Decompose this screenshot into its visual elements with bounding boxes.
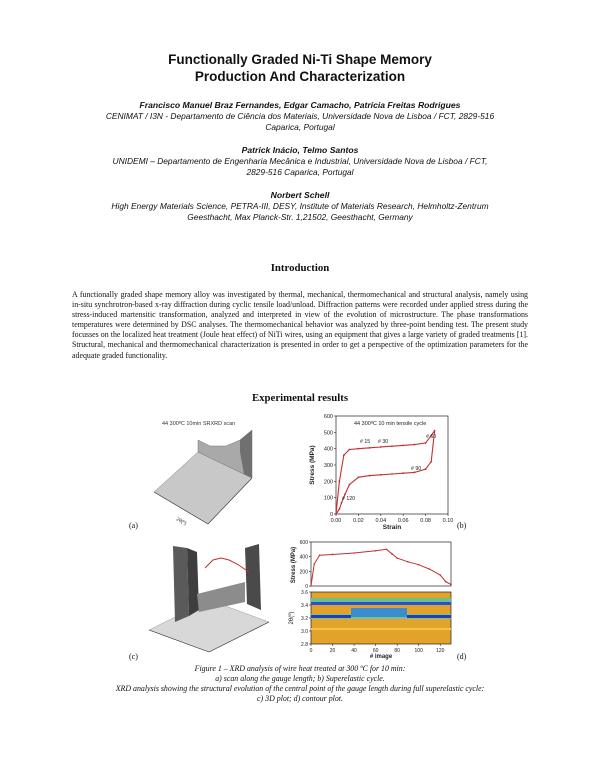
figure-d-top-ytick-label: 200 bbox=[299, 569, 308, 576]
figure-b-data-point bbox=[369, 447, 371, 449]
caption-line-4: c) 3D plot; d) contour plot. bbox=[257, 694, 343, 703]
figure-a-title: 44 300ºC 10min SRXRD scan bbox=[162, 421, 236, 427]
figure-b-data-point bbox=[349, 449, 351, 451]
figure-d-xlabel: # image bbox=[369, 654, 393, 660]
figure-b-data-point bbox=[369, 475, 371, 477]
panel-label-b: (b) bbox=[457, 521, 467, 530]
figure-b-xtick-label: 0.08 bbox=[420, 518, 431, 524]
figure-b-data-point bbox=[338, 480, 340, 482]
figure-d-band-lower-core-left bbox=[311, 615, 351, 618]
figure-d-top-ylabel: Stress (MPa) bbox=[291, 546, 297, 584]
figure-b-ylabel: Stress (MPa) bbox=[309, 445, 316, 485]
figure-d-ytick-label: 3.6 bbox=[301, 590, 308, 596]
figure-d-data-point bbox=[429, 568, 431, 570]
caption-line-3: XRD analysis showing the structural evolution of the central point of the gauge length during full superelastic cycle: bbox=[115, 684, 485, 693]
figure-b-data-point bbox=[358, 476, 360, 478]
affiliation-1 bbox=[0, 111, 600, 133]
figure-d-data-point bbox=[418, 564, 420, 566]
figure-b-xlabel: Strain bbox=[382, 524, 402, 531]
figure-b-ytick-label: 0 bbox=[329, 512, 333, 518]
figure-d-ytick-label: 3.2 bbox=[301, 616, 308, 622]
figure-c-left-wall bbox=[173, 546, 189, 622]
figure-b-ytick-label: 500 bbox=[323, 430, 333, 437]
figure-b-tensile-cycle bbox=[296, 410, 454, 532]
figure-b-xtick-label: 0.00 bbox=[330, 518, 342, 524]
figure-d-xtick-label: 100 bbox=[414, 648, 423, 654]
figure-b-xtick-label: 0.06 bbox=[397, 518, 409, 524]
figure-d-data-point bbox=[353, 552, 355, 554]
authors-group-1: Francisco Manuel Braz Fernandes, Edgar Camacho, Patrícia Freitas Rodrigues bbox=[139, 100, 461, 110]
figure-d-xtick-label: 80 bbox=[394, 648, 400, 654]
affiliation-3-line-2: Geesthacht, Max Planck-Str. 1,21502, Geesthacht, Germany bbox=[187, 212, 413, 222]
paper-title bbox=[0, 51, 600, 85]
figure-b-annotation-120: # 120 bbox=[342, 496, 355, 502]
authors-group-3: Norbert Schell bbox=[270, 190, 330, 200]
figure-d-xtick-label: 60 bbox=[372, 648, 379, 654]
figure-b-data-point bbox=[391, 473, 393, 475]
title-line-1: Functionally Graded Ni-Ti Shape Memory bbox=[168, 52, 432, 67]
figure-d-ytick-label: 3.0 bbox=[301, 629, 308, 635]
figure-d-band-lower-core-right bbox=[407, 615, 451, 618]
figure-b-data-point bbox=[391, 445, 393, 447]
figure-b-data-point bbox=[402, 472, 404, 474]
figure-d-data-point bbox=[396, 557, 398, 559]
panel-label-d: (d) bbox=[457, 652, 467, 661]
affiliation-3-line-1: High Energy Materials Science, PETRA-III, DESY, Institute of Materials Research, Helmholtz-Zentrum bbox=[111, 201, 489, 211]
figure-d-data-point bbox=[319, 554, 321, 556]
figure-b-data-point bbox=[335, 513, 337, 515]
figure-b-ytick-label: 200 bbox=[323, 479, 333, 486]
figure-b-data-point bbox=[380, 474, 382, 476]
figure-d-ylabel: 2θ(º) bbox=[289, 611, 295, 625]
figure-d-top-ytick-label: 0 bbox=[305, 584, 308, 590]
caption-line-2: a) scan along the gauge length; b) Superelastic cycle. bbox=[215, 674, 385, 683]
figure-b-data-point bbox=[358, 448, 360, 450]
figure-d-data-point bbox=[375, 550, 377, 552]
affiliation-1-line-1: CENIMAT / I3N - Departamento de Ciência dos Materiais, Universidade Nova de Lisboa / FCT, 2829-516 bbox=[105, 111, 495, 121]
figure-d-data-point bbox=[450, 584, 452, 586]
figure-b-data-point bbox=[343, 454, 345, 456]
figure-b-annotation-30: # 30 bbox=[378, 439, 389, 445]
figure-c-right-wall bbox=[245, 544, 261, 610]
authors-group-2: Patrick Inácio, Telmo Santos bbox=[241, 145, 359, 155]
figure-b-data-point bbox=[430, 461, 432, 463]
figure-b-annotation-60: # 60 bbox=[426, 434, 437, 440]
figure-d-ytick-label: 2.8 bbox=[301, 642, 308, 648]
figure-a-3d-scan bbox=[148, 412, 286, 530]
panel-label-a: (a) bbox=[129, 521, 138, 530]
figure-b-annotation-90: # 90 bbox=[411, 466, 422, 472]
figure-c-3d-plot bbox=[145, 538, 275, 656]
figure-d-data-point bbox=[407, 561, 409, 563]
figure-d-top-ytick-label: 400 bbox=[299, 554, 308, 561]
panel-label-c: (c) bbox=[129, 652, 138, 661]
figure-b-data-point bbox=[402, 445, 404, 447]
figure-b-data-point bbox=[414, 444, 416, 446]
figure-d-data-point bbox=[310, 585, 312, 587]
figure-caption bbox=[0, 664, 600, 704]
figure-b-data-point bbox=[434, 430, 436, 432]
figure-d-band-upper-core bbox=[311, 602, 451, 605]
figure-d-contour-plot bbox=[283, 538, 457, 660]
figure-d-xtick-label: 40 bbox=[351, 648, 357, 654]
figure-d-data-point bbox=[313, 563, 315, 565]
figure-d-data-point bbox=[445, 581, 447, 583]
figure-b-title: 44 300ºC 10 min tensile cycle bbox=[354, 421, 427, 427]
results-heading: Experimental results bbox=[251, 392, 349, 404]
figure-b-data-point bbox=[425, 442, 427, 444]
figure-b-ytick-label: 300 bbox=[323, 463, 333, 469]
figure-b-ytick-label: 400 bbox=[323, 446, 333, 453]
figure-d-band-minor bbox=[311, 628, 451, 630]
figure-d-ytick-label: 3.4 bbox=[301, 603, 308, 609]
figure-d-data-point bbox=[439, 574, 441, 576]
figure-d-data-point bbox=[386, 549, 388, 551]
figure-d-xtick-label: 0 bbox=[309, 648, 313, 654]
figure-b-data-point bbox=[380, 446, 382, 448]
figure-b-xtick-label: 0.04 bbox=[375, 518, 387, 524]
affiliation-2 bbox=[0, 156, 600, 178]
figure-c-left-wall-side bbox=[187, 548, 199, 616]
figure-b-xtick-label: 0.02 bbox=[353, 518, 364, 524]
affiliation-3 bbox=[0, 201, 600, 223]
figure-d-data-point bbox=[391, 553, 393, 555]
introduction-paragraph: A functionally graded shape memory alloy was investigated by thermal, mechanical, thermomechanical and structural analysis, namely using in-situ synchrotron-based x-ray diffraction during cyclic tensile load/unload. Diffraction patterns were recorded under applied stress during the stress-induced martensitic transformation, analyzed and interpreted in view of the evolution of microstructure. The phase transformations temperatures were determined by DSC analyses. The thermomechanical behavior was analyzed by three-point bending test. The present study focusses on the localized heat treatment (Joule heat effect) of NiTi wires, using an equipment that gives a large variety of graded treatments [1]. Structural, mechanical and thermomechanical characterization is presented in order to get a perspective of the optimization parameters for the adequate graded functionality. bbox=[72, 290, 528, 360]
figure-d-top-ytick-label: 600 bbox=[299, 540, 308, 546]
figure-d-band-transformed bbox=[351, 608, 407, 617]
figure-b-xtick-label: 0.10 bbox=[442, 518, 454, 524]
figure-b-data-point bbox=[349, 484, 351, 486]
figure-d-xtick-label: 120 bbox=[436, 648, 445, 654]
figure-b-ytick-label: 600 bbox=[323, 414, 333, 420]
title-line-2: Production And Characterization bbox=[194, 69, 406, 84]
figure-b-ytick-label: 100 bbox=[323, 495, 333, 502]
affiliation-2-line-1: UNIDEMI – Departamento de Engenharia Mecânica e Industrial, Universidade Nova de Lisboa / FCT, bbox=[112, 156, 488, 166]
caption-line-1: Figure 1 – XRD analysis of wire heat treated at 300 ºC for 10 min: bbox=[194, 664, 406, 673]
affiliation-2-line-2: 2829-516 Caparica, Portugal bbox=[246, 167, 354, 177]
figure-b-data-point bbox=[425, 468, 427, 470]
figure-b-annotation-15: # 15 bbox=[360, 439, 371, 445]
figure-b-data-point bbox=[338, 508, 340, 510]
figure-d-data-point bbox=[332, 554, 334, 556]
figure-d-xtick-label: 20 bbox=[329, 648, 336, 654]
figure-d-band-upper bbox=[311, 598, 451, 602]
introduction-heading: Introduction bbox=[270, 262, 330, 274]
affiliation-1-line-2: Caparica, Portugal bbox=[265, 122, 335, 132]
figure-a-xlabel: 2θ(º) bbox=[175, 516, 188, 527]
